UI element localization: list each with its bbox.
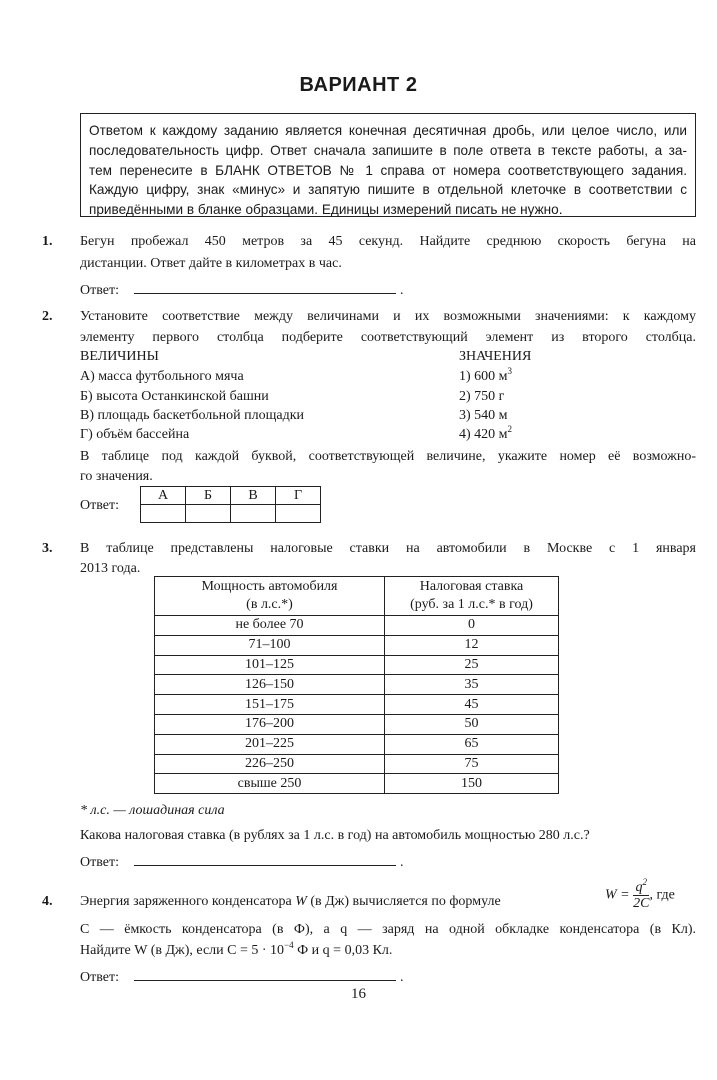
formula: W = $\frac{q^2}{2C}$ , где [605, 877, 675, 911]
answer-table-cell[interactable] [276, 505, 321, 523]
question-text: Энергия заряженного конденсатора W (в Дж) вычисляется по формуле [80, 894, 501, 909]
left-item: Б) высота Останкинской башни [80, 389, 269, 404]
left-column-header: ВЕЛИЧИНЫ [80, 349, 159, 364]
page-number: 16 [351, 986, 366, 1002]
answer-label: Ответ: [80, 283, 119, 298]
table-row [155, 714, 559, 734]
answer-row [80, 966, 403, 986]
footnote: * л.с. — лошадиная сила [80, 803, 225, 818]
instructions-line: Ответом к каждому заданию является конечная десятичная дробь, или целое число, или [89, 123, 687, 138]
answer-field[interactable] [134, 851, 396, 866]
answer-row [80, 279, 403, 299]
instructions-line: тем перенесите в БЛАНК ОТВЕТОВ № 1 справа от номера соответствующего задания. [89, 162, 687, 178]
question-number: 1. [42, 234, 53, 249]
table-cell: 201–225 [155, 734, 385, 754]
question-text: Установите соответствие между величинами и их возможными значениями: к каждому [80, 309, 696, 324]
table-row [155, 635, 559, 655]
answer-table-cell[interactable] [231, 505, 276, 523]
question-text: 2013 года. [80, 561, 141, 576]
table-cell: 226–250 [155, 754, 385, 774]
answer-period: . [399, 855, 404, 870]
question-text: Какова налоговая ставка (в рублях за 1 л.с. в год) на автомобиль мощностью 280 л.с.? [80, 828, 590, 843]
answer-row [80, 851, 403, 871]
page-title: ВАРИАНТ 2 [299, 74, 418, 96]
answer-table-letter: А [141, 487, 186, 505]
table-row [155, 675, 559, 695]
answer-label: Ответ: [80, 855, 119, 870]
question-text: дистанции. Ответ дайте в километрах в час. [80, 256, 342, 271]
question-number: 3. [42, 541, 53, 556]
instructions-line: приведёнными в бланке образцами. Единицы измерений писать не нужно. [89, 202, 563, 218]
table-cell: 75 [385, 754, 559, 774]
answer-label: Ответ: [80, 498, 119, 513]
table-row [155, 754, 559, 774]
answer-label: Ответ: [80, 970, 119, 985]
answer-table [140, 486, 321, 523]
table-cell: 71–100 [155, 635, 385, 655]
answer-field[interactable] [134, 966, 396, 981]
answer-table-letter: В [231, 487, 276, 505]
right-item: 3) 540 м [459, 408, 508, 423]
right-column-header: ЗНАЧЕНИЯ [459, 349, 532, 364]
answer-table-letter: Б [186, 487, 231, 505]
right-item: 4) 420 $м^2$ [459, 424, 513, 442]
table-cell: 101–125 [155, 655, 385, 675]
table-row [155, 695, 559, 715]
table-cell: 176–200 [155, 714, 385, 734]
table-cell: свыше 250 [155, 774, 385, 794]
table-row [155, 774, 559, 794]
table-cell: 25 [385, 655, 559, 675]
question-text: Найдите W (в Дж), если $C = 5 \cdot 10^{-4}$ Ф и q = 0,03 Кл. [80, 940, 393, 958]
table-cell: 65 [385, 734, 559, 754]
table-cell: 35 [385, 675, 559, 695]
question-text: C — ёмкость конденсатора (в Ф), а q — заряд на одной обкладке конденсатора (в Кл). [80, 922, 696, 937]
answer-table-cell[interactable] [186, 505, 231, 523]
table-header: Мощность автомобиля (в л.с.*) [155, 577, 385, 616]
instructions-line: последовательность цифр. Ответ сначала запишите в поле ответа в тексте работы, а за- [89, 142, 687, 158]
left-item: А) масса футбольного мяча [80, 369, 244, 384]
table-row [155, 616, 559, 636]
table-row [155, 734, 559, 754]
answer-period: . [399, 970, 404, 985]
table-cell: 12 [385, 635, 559, 655]
tax-table [154, 576, 559, 794]
table-cell: 0 [385, 616, 559, 636]
instructions-line: Каждую цифру, знак «минус» и запятую пишите в отдельной клеточке в соответствии с [89, 182, 687, 198]
right-item: 2) 750 г [459, 389, 505, 404]
answer-period: . [399, 283, 404, 298]
table-cell: 151–175 [155, 695, 385, 715]
formula-fraction: $\frac{q^2}{2C}$ [633, 877, 650, 911]
answer-field[interactable] [134, 279, 396, 294]
left-item: Г) объём бассейна [80, 427, 190, 442]
question-text: В таблице представлены налоговые ставки на автомобили в Москве с 1 января [80, 541, 696, 556]
question-number: 2. [42, 309, 53, 324]
question-number: 4. [42, 894, 53, 909]
table-row [155, 655, 559, 675]
answer-table-cell[interactable] [141, 505, 186, 523]
instructions-box [80, 113, 696, 217]
question-text: В таблице под каждой буквой, соответствующей величине, укажите номер её возможно- [80, 449, 696, 464]
answer-table-letter: Г [276, 487, 321, 505]
table-cell: не более 70 [155, 616, 385, 636]
table-cell: 126–150 [155, 675, 385, 695]
left-item: В) площадь баскетбольной площадки [80, 408, 304, 423]
table-cell: 150 [385, 774, 559, 794]
table-header: Налоговая ставка (руб. за 1 л.с.* в год) [385, 577, 559, 616]
right-item: 1) 600 $м^3$ [459, 366, 513, 384]
question-text: Бегун пробежал 450 метров за 45 секунд. Найдите среднюю скорость бегуна на [80, 234, 696, 249]
table-cell: 50 [385, 714, 559, 734]
question-text: го значения. [80, 469, 153, 484]
table-cell: 45 [385, 695, 559, 715]
question-text: элементу первого столбца подберите соответствующий элемент из второго столбца. [80, 330, 696, 345]
